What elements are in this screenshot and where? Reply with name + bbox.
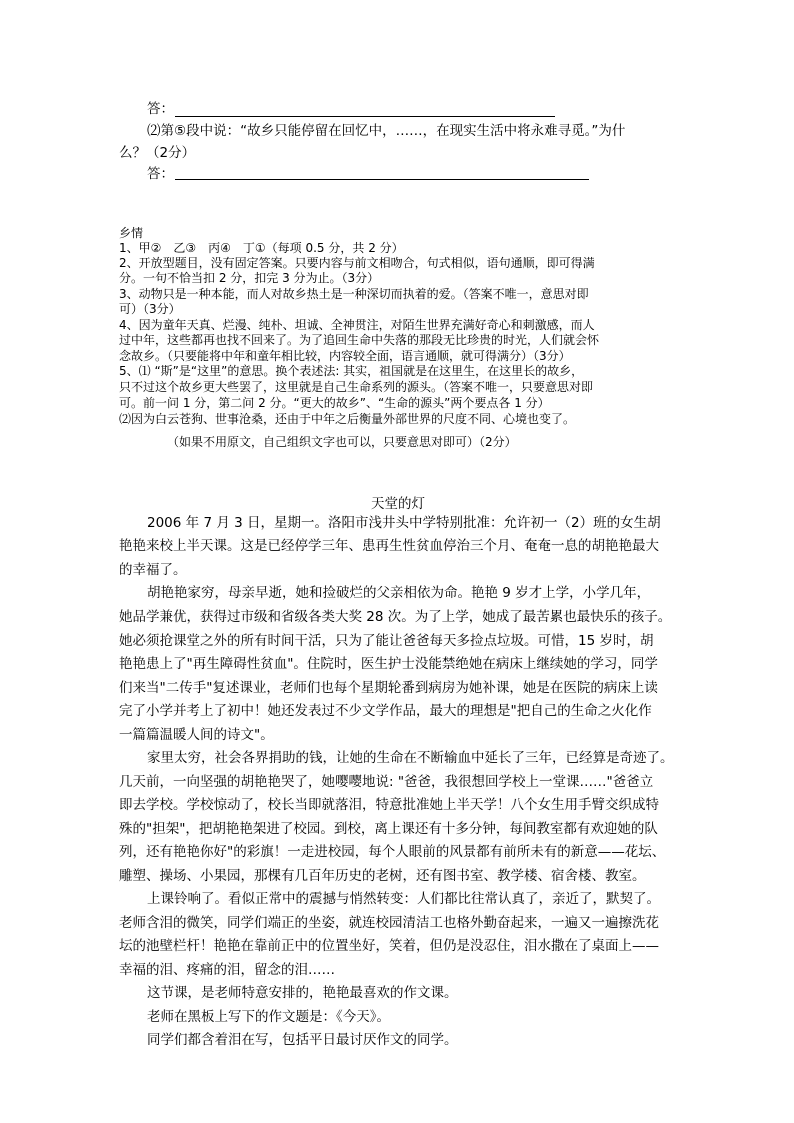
answer-line: [175, 116, 555, 117]
story-line: 这节课，是老师特意安排的，艳艳最喜欢的作文课。: [147, 985, 458, 1001]
story-line: 上课铃响了。看似正常中的震撼与悄然转变：人们都比往常认真了，亲近了，默契了。: [147, 891, 660, 907]
answer-label: 答：: [147, 166, 174, 182]
story-line: 胡艳艳家穷，母亲早逝，她和捡破烂的父亲相依为命。艳艳 9 岁才上学，小学几年，: [147, 585, 651, 601]
key-line: 过中年，这些都再也找不回来了。为了追回生命中失落的那段无比珍贵的时光，人们就会怀: [119, 333, 600, 347]
key-line: 念故乡。（只要能将中年和童年相比较，内容较全面，语言通顺，就可得满分）（3分）: [119, 349, 571, 363]
answer-label: 答：: [147, 101, 174, 117]
key-note: （如果不用原文，自己组织文字也可以，只要意思对即可）（2分）: [167, 435, 517, 449]
story-line: 家里太穷，社会各界捐助的钱，让她的生命在不断输血中延长了三年，已经算是奇迹了。: [147, 750, 674, 766]
story-line: 即去学校。学校惊动了，校长当即就落泪，特意批准她上半天学！八个女生用手臂交织成特: [119, 797, 659, 813]
key-line: 只不过这个故乡更大些罢了，这里就是自己生命系列的源头。（答案不唯一，只要意思对即: [119, 380, 594, 394]
key-line: 可）（3分）: [119, 302, 181, 316]
story-line: 雕塑、操场、小果园，那棵有几百年历史的老树，还有图书室、教学楼、宿舍楼、教室。: [119, 868, 646, 884]
story-line: 殊的"担架"，把胡艳艳架进了校园。到校，离上课还有十多分钟，每间教室都有欢迎她的队: [119, 821, 658, 837]
key-heading: 乡情: [119, 226, 144, 240]
key-line: 可。前一问 1 分，第二问 2 分。“更大的故乡”、“生命的源头”两个要点各 1 分）: [119, 396, 550, 410]
story-line: 们来当"二传手"复述课业，老师们也每个星期轮番到病房为她补课，她是在医院的病床上读: [119, 680, 658, 696]
story-line: 艳艳来校上半天课。这是已经停学三年、患再生性贫血停治三个月、奄奄一息的胡艳艳最大: [119, 538, 659, 554]
key-line: 4、因为童年天真、烂漫、纯朴、坦诚、全神贯注，对陌生世界充满好奇心和刺激感，而人: [119, 318, 595, 332]
question-2-line-2: 么？（2分）: [119, 145, 196, 161]
key-line: 2、开放型题目，没有固定答案。只要内容与前文相吻合，句式相似，语句通顺，即可得满: [119, 256, 595, 270]
story-line: 的幸福了。: [119, 562, 187, 578]
story-line: 她品学兼优，获得过市级和省级各类大奖 28 次。为了上学，她成了最苦累也最快乐的孩子。: [119, 609, 672, 625]
story-line: 她必须抢课堂之外的所有时间干活，只为了能让爸爸每天多捡点垃圾。可惜，15 岁时，胡: [119, 633, 654, 649]
story-line: 列，还有艳艳你好"的彩旗！一走进校园，每个人眼前的风景都有前所未有的新意——花坛、: [119, 844, 666, 860]
story-title: 天堂的灯: [371, 496, 425, 512]
key-line: 1、甲② 乙③ 丙④ 丁①（每项 0.5 分，共 2 分）: [119, 241, 404, 255]
story-line: 几天前，一向坚强的胡艳艳哭了，她嘤嘤地说: "爸爸，我很想回学校上一堂课……"爸爸立: [119, 774, 654, 790]
key-line: 分。一句不恰当扣 2 分，扣完 3 分为止。（3分）: [119, 271, 380, 285]
answer-line: [175, 179, 589, 180]
story-line: 同学们都含着泪在写，包括平日最讨厌作文的同学。: [147, 1032, 458, 1048]
question-2-line-1: ⑵第⑤段中说：“故乡只能停留在回忆中，……，在现实生活中将永难寻觅。”为什: [147, 123, 626, 139]
key-line: 5、⑴ “斯”是“这里”的意思。换个表述法: 其实，祖国就是在这里生，在这里长的故乡，: [119, 364, 584, 378]
story-line: 完了小学并考上了初中！她还发表过不少文学作品，最大的理想是"把自己的生命之火化作: [119, 703, 652, 719]
story-line: 一篇篇温暖人间的诗文"。: [119, 727, 274, 743]
key-line: ⑵因为白云苍狗、世事沧桑，还由于中年之后衡量外部世界的尺度不同、心境也变了。: [119, 412, 576, 426]
story-line: 2006 年 7 月 3 日，星期一。洛阳市浅井头中学特别批准：允许初一（2）班的女生胡: [147, 515, 661, 531]
story-line: 老师含泪的微笑，同学们端正的坐姿，就连校园清洁工也格外勤奋起来，一遍又一遍擦洗花: [119, 915, 659, 931]
story-line: 艳艳患上了"再生障碍性贫血"。住院时，医生护士没能禁绝她在病床上继续她的学习，同学: [119, 656, 658, 672]
story-line: 坛的池壁栏杆！艳艳在靠前正中的位置坐好，笑着，但仍是没忍住，泪水撒在了桌面上——: [119, 938, 659, 954]
key-line: 3、动物只是一种本能，而人对故乡热土是一种深切而执着的爱。（答案不唯一，意思对即: [119, 287, 589, 301]
story-line: 幸福的泪、疼痛的泪，留念的泪……: [119, 962, 335, 978]
story-line: 老师在黑板上写下的作文题是：《今天》。: [147, 1009, 390, 1025]
